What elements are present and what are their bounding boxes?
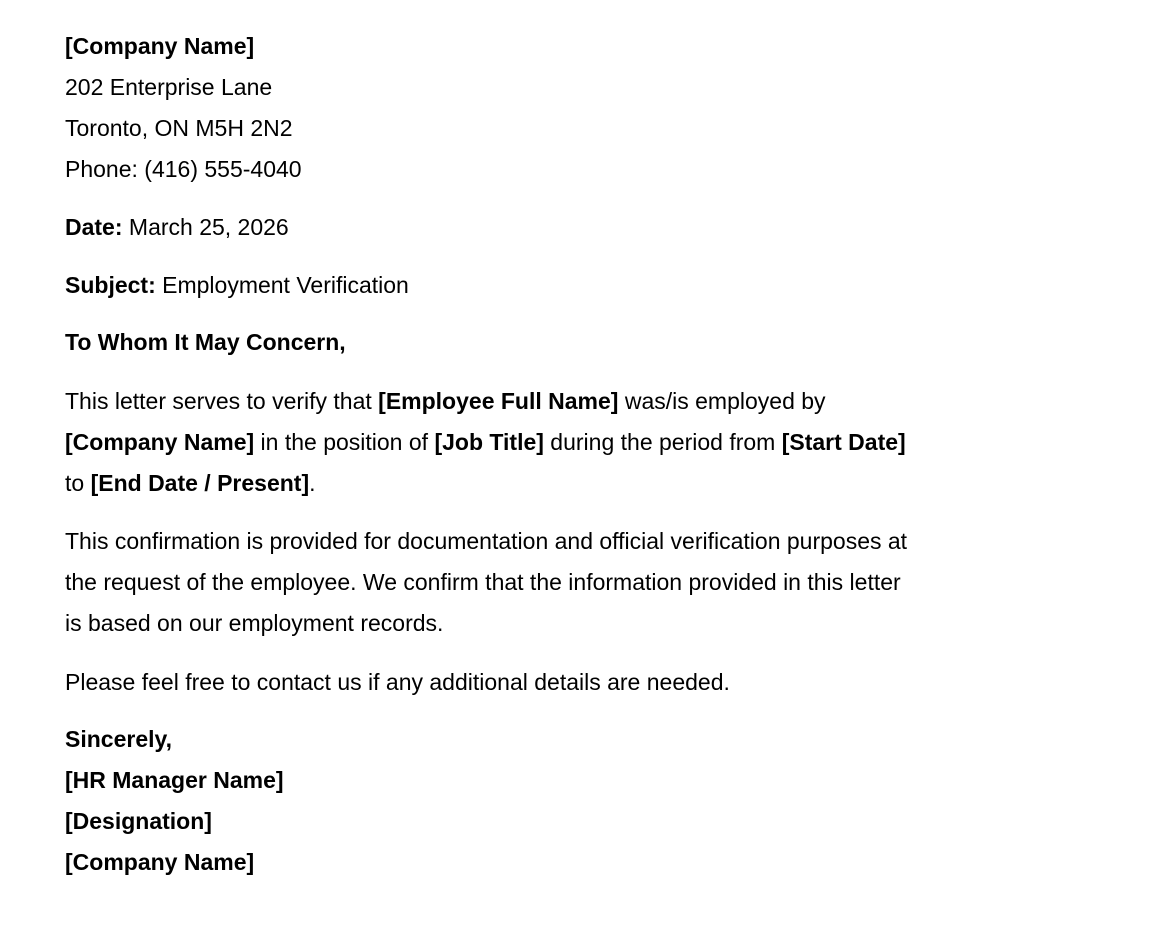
salutation-text: To Whom It May Concern, [65, 329, 346, 355]
salutation [65, 322, 346, 363]
job-title-placeholder: [Job Title] [434, 429, 544, 455]
date-value: March 25, 2026 [128, 214, 289, 240]
subject-value: Employment Verification [162, 272, 409, 298]
text-line: the request of the employee. We confirm that the information provided in this letter [65, 569, 901, 595]
text: . [309, 470, 316, 496]
text: was/is employed by [618, 388, 826, 414]
signer-name: [HR Manager Name] [65, 767, 284, 793]
signer-designation: [Designation] [65, 808, 212, 834]
start-date-placeholder: [Start Date] [781, 429, 906, 455]
text-line: This confirmation is provided for documentation and official verification purposes at [65, 528, 908, 554]
text-line: is based on our employment records. [65, 610, 444, 636]
text: in the position of [254, 429, 435, 455]
subject-line [65, 265, 409, 306]
closing-block [65, 719, 284, 883]
paragraph-confirmation [65, 521, 907, 644]
paragraph-verification [65, 381, 906, 504]
end-date-placeholder: [End Date / Present] [90, 470, 310, 496]
date-label: Date: [65, 214, 123, 240]
sender-company: [Company Name] [65, 33, 255, 59]
subject-label: Subject: [65, 272, 156, 298]
date-line [65, 207, 289, 248]
employee-name-placeholder: [Employee Full Name] [378, 388, 619, 414]
sender-address-line2: Toronto, ON M5H 2N2 [65, 115, 293, 141]
text: to [65, 470, 91, 496]
paragraph-contact: Please feel free to contact us if any additional details are needed. [65, 669, 730, 695]
sender-phone: Phone: (416) 555-4040 [65, 156, 302, 182]
signer-company: [Company Name] [65, 849, 255, 875]
company-name-placeholder: [Company Name] [65, 429, 255, 455]
text: during the period from [543, 429, 782, 455]
sender-block [65, 26, 302, 190]
text: This letter serves to verify that [65, 388, 379, 414]
sender-address-line1: 202 Enterprise Lane [65, 74, 273, 100]
sign-off: Sincerely, [65, 726, 172, 752]
